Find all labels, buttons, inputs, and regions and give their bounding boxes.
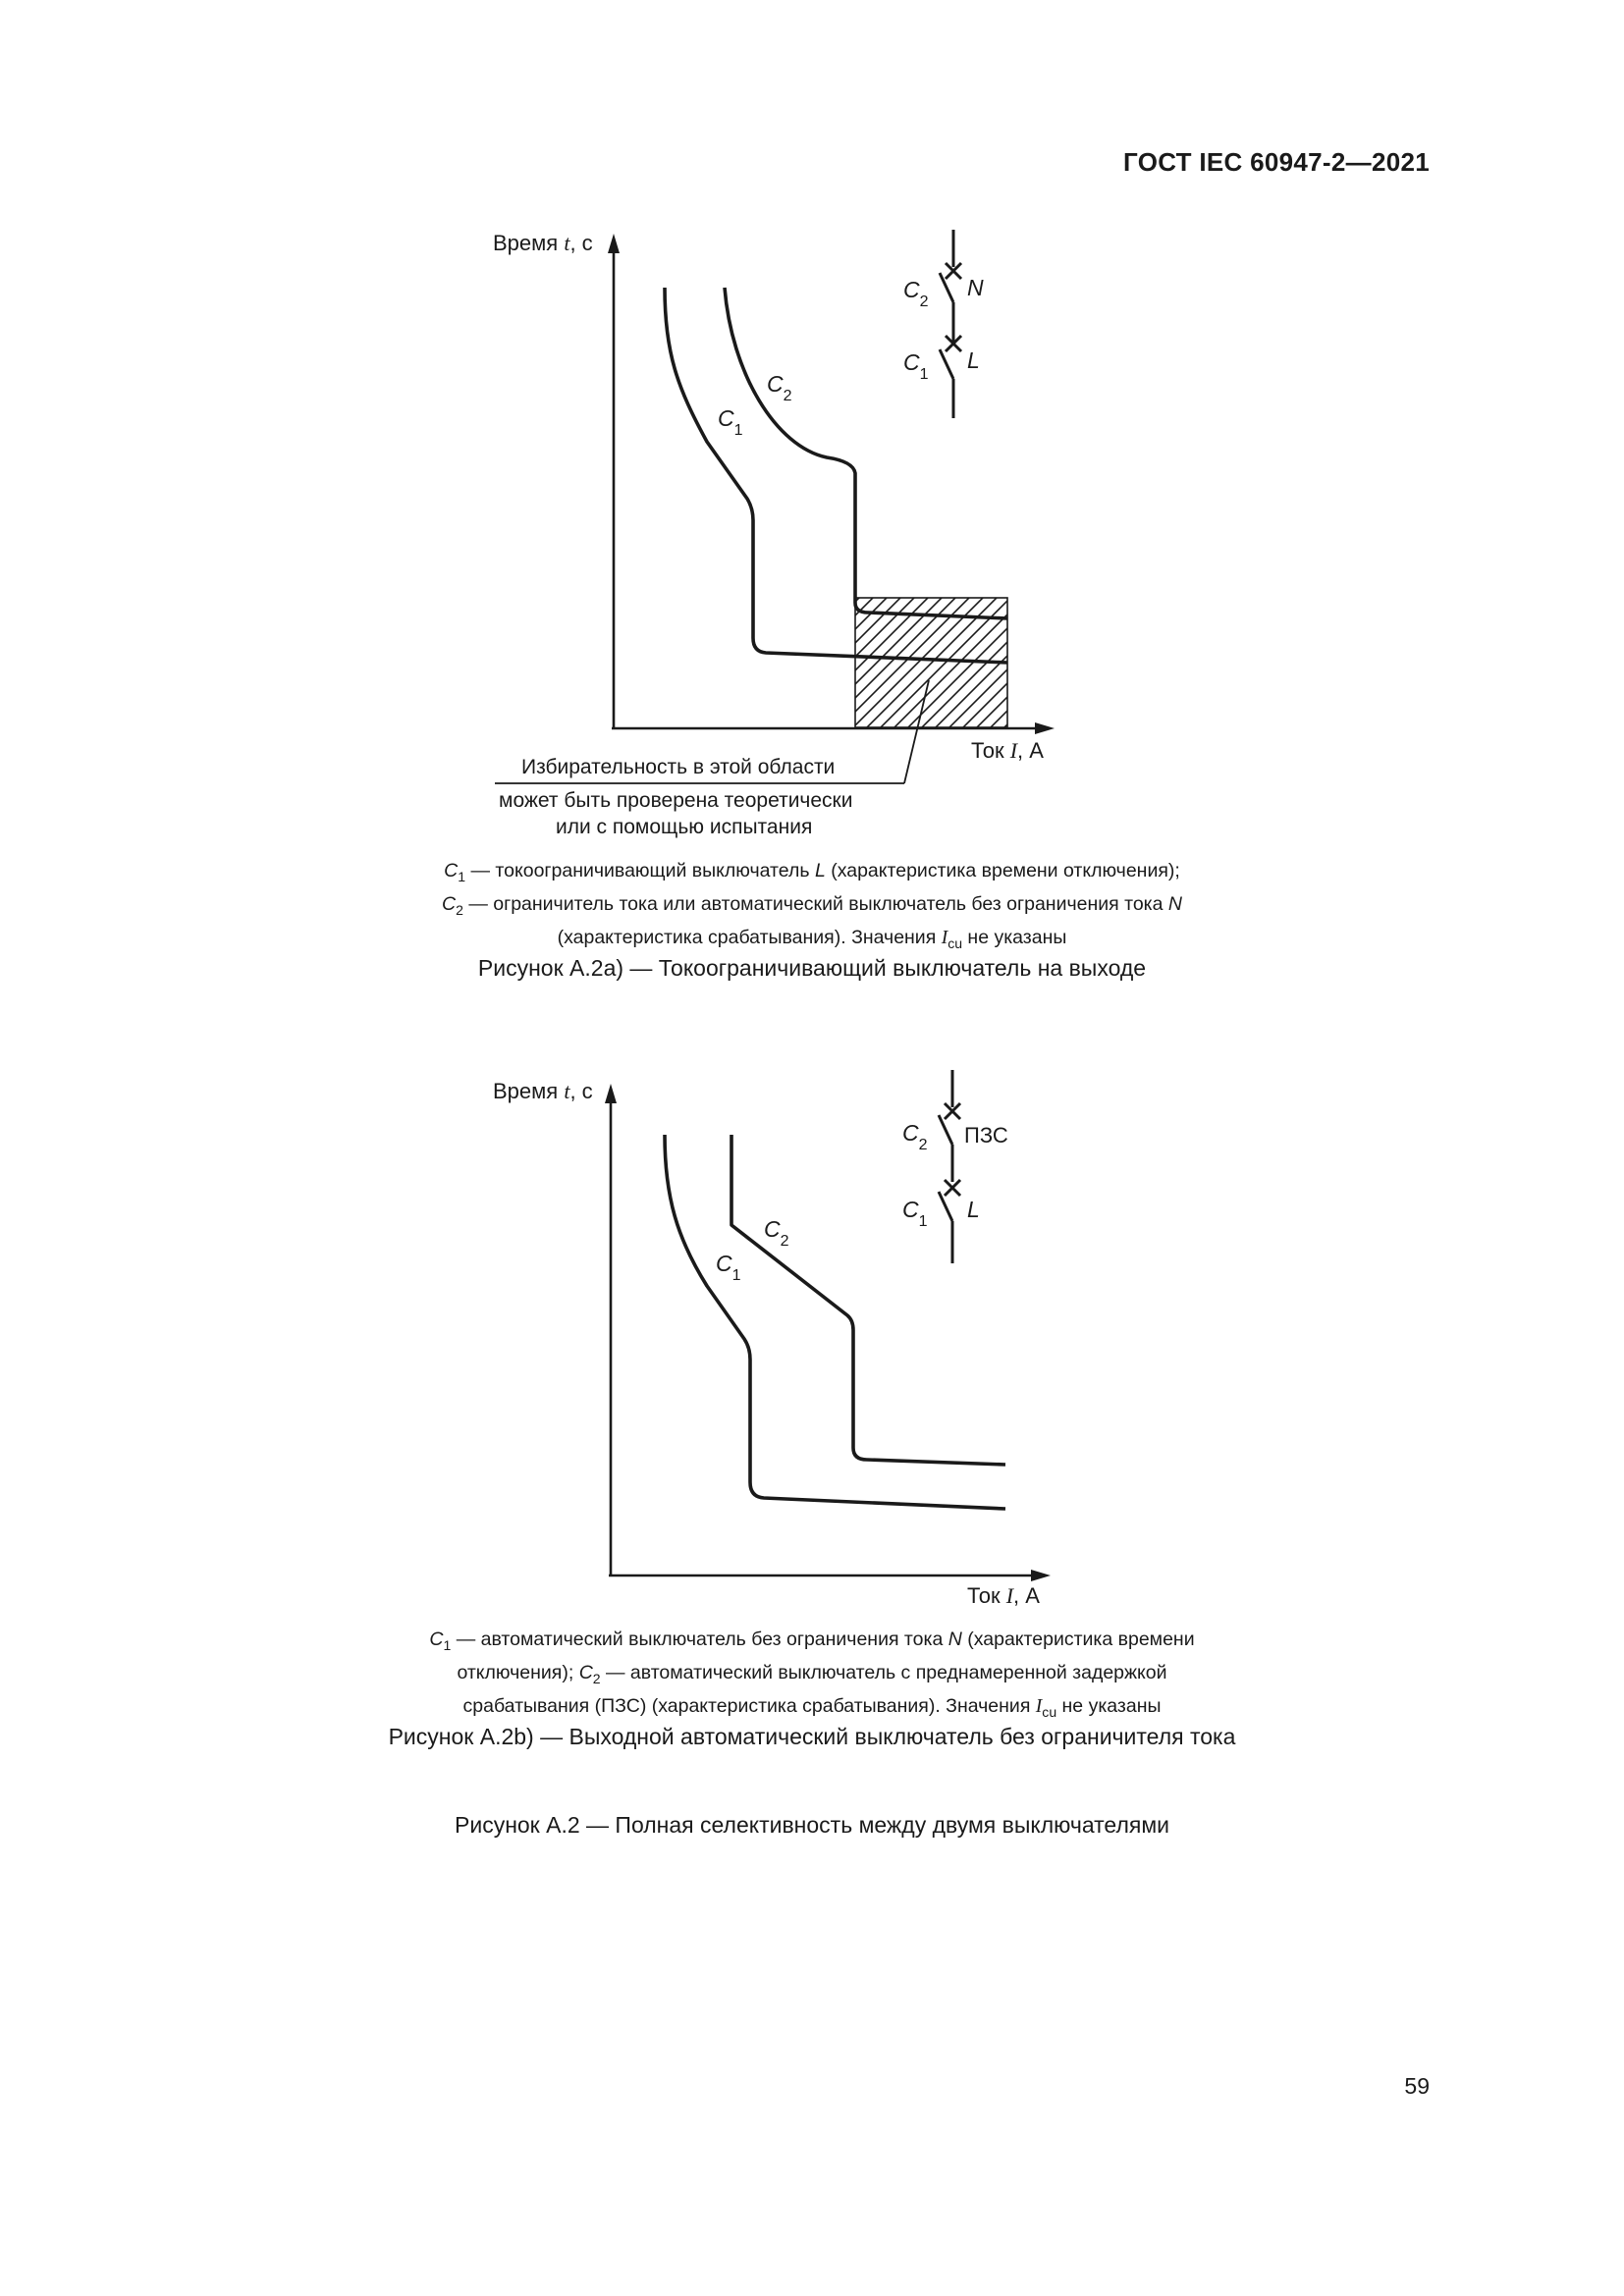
legend-a-line1: $C_1$ — токоограничивающий выключатель L (характеристика времени отключения); bbox=[444, 860, 1180, 884]
schematic-top-label: $C_2$ bbox=[902, 1120, 928, 1153]
schematic-top-tag: N bbox=[967, 275, 984, 300]
overall-figure-caption: Рисунок А.2 — Полная селективность между двумя выключателями bbox=[455, 1812, 1169, 1838]
curve-c2 bbox=[731, 1135, 1005, 1465]
schematic-bottom-tag: L bbox=[967, 347, 980, 373]
annotation-line2: может быть проверена теоретически bbox=[499, 789, 853, 812]
legend-b-line1: $C_1$ — автоматический выключатель без ограничения тока N (характеристика времени bbox=[429, 1629, 1195, 1653]
x-axis-arrow bbox=[1031, 1570, 1051, 1581]
y-axis-label: Время t, с bbox=[493, 1079, 593, 1103]
schematic-top-tag: ПЗС bbox=[964, 1123, 1008, 1148]
figure-a-caption: Рисунок А.2а) — Токоограничивающий выключатель на выходе bbox=[477, 955, 1147, 981]
legend-a-line3: (характеристика срабатывания). Значения $I_{cu}$ не указаны bbox=[557, 926, 1067, 951]
document-header: ГОСТ IEC 60947-2—2021 bbox=[1123, 147, 1430, 177]
y-axis-label: Время t, с bbox=[493, 231, 593, 255]
curve-c2-label: $C_2$ bbox=[764, 1216, 789, 1250]
figure-b-legend bbox=[0, 1626, 1624, 1726]
schematic-bottom-tag: L bbox=[967, 1197, 980, 1222]
legend-a-line2: $C_2$ — ограничитель тока или автоматический выключатель без ограничения тока N bbox=[442, 892, 1182, 918]
x-axis-label: Ток I, А bbox=[971, 738, 1044, 763]
legend-b-line2: отключения); $C_2$ — автоматический выключатель с преднамеренной задержкой bbox=[457, 1661, 1167, 1686]
curve-c1-label: $C_1$ bbox=[718, 405, 743, 439]
page-number: 59 bbox=[1404, 2073, 1430, 2099]
curve-c2-label: $C_2$ bbox=[767, 371, 792, 404]
x-axis-label: Ток I, А bbox=[967, 1583, 1040, 1608]
curve-c1-label: $C_1$ bbox=[716, 1251, 741, 1284]
breaker-schematic bbox=[939, 1070, 960, 1263]
schematic-bottom-label: $C_1$ bbox=[903, 349, 929, 383]
y-axis-arrow bbox=[605, 1084, 617, 1103]
annotation-line3: или с помощью испытания bbox=[556, 816, 813, 838]
legend-b-line3: срабатывания (ПЗС) (характеристика срабатывания). Значения $I_{cu}$ не указаны bbox=[462, 1694, 1162, 1720]
figure-b-caption: Рисунок А.2b) — Выходной автоматический выключатель без ограничителя тока bbox=[388, 1724, 1236, 1749]
annotation-line1: Избирательность в этой области bbox=[521, 756, 836, 778]
schematic-top-label: $C_2$ bbox=[903, 277, 929, 310]
schematic-bottom-label: $C_1$ bbox=[902, 1197, 928, 1230]
